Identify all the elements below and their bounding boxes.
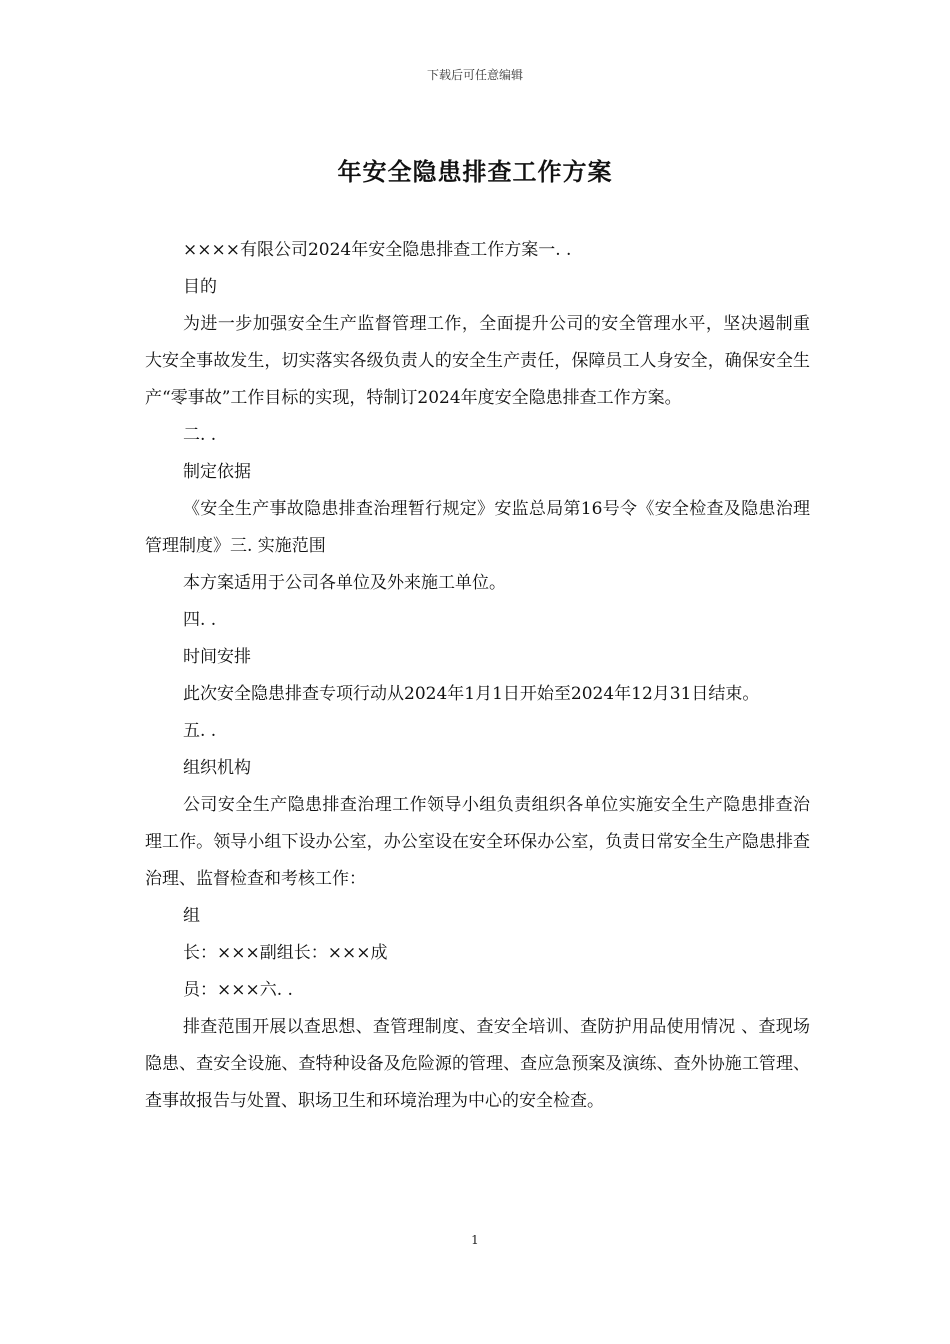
section-number-4: 四. . xyxy=(183,610,217,630)
section-heading-schedule: 时间安排 xyxy=(183,647,251,667)
section-heading-purpose: 目的 xyxy=(183,277,217,297)
paragraph-schedule: 此次安全隐患排查专项行动从2024年1月1日开始至2024年12月31日结束。 xyxy=(183,684,760,704)
org-line-1: 组 xyxy=(183,906,200,926)
org-line-3: 员：×××六. . xyxy=(183,980,293,1000)
document-title: 年安全隐患排查工作方案 xyxy=(337,157,613,186)
section-number-5: 五. . xyxy=(183,721,217,741)
section-heading-organization: 组织机构 xyxy=(183,758,251,778)
paragraph-inspection-scope: 排查范围开展以查思想、查管理制度、查安全培训、查防护用品使用情况 、查现场隐患、查安全设施、查特种设备及危险源的管理、查应急预案及演练、查外协施工管理、查事故报告与处置、职场卫生和环境治理为中心的安全检查。 xyxy=(145,1017,810,1111)
paragraph-intro: ××××有限公司2024年安全隐患排查工作方案一. . xyxy=(183,240,572,260)
paragraph-purpose: 为进一步加强安全生产监督管理工作，全面提升公司的安全管理水平，坚决遏制重大安全事故发生，切实落实各级负责人的安全生产责任，保障员工人身安全，确保安全生产“零事故”工作目标的实现，特制订2024年度安全隐患排查工作方案。 xyxy=(145,314,810,408)
header-note: 下载后可任意编辑 xyxy=(426,68,523,82)
paragraph-basis: 《安全生产事故隐患排查治理暂行规定》安监总局第16号令《安全检查及隐患治理管理制度》三. 实施范围 xyxy=(145,499,810,556)
org-line-2: 长：×××副组长：×××成 xyxy=(183,943,388,963)
page-number: 1 xyxy=(471,1233,479,1247)
section-heading-basis: 制定依据 xyxy=(183,462,251,482)
section-number-2: 二. . xyxy=(183,425,217,445)
paragraph-scope: 本方案适用于公司各单位及外来施工单位。 xyxy=(183,573,506,593)
document-body xyxy=(145,232,810,1120)
paragraph-organization: 公司安全生产隐患排查治理工作领导小组负责组织各单位实施安全生产隐患排查治理工作。领导小组下设办公室，办公室设在安全环保办公室，负责日常安全生产隐患排查治理、监督检查和考核工作： xyxy=(145,795,810,889)
